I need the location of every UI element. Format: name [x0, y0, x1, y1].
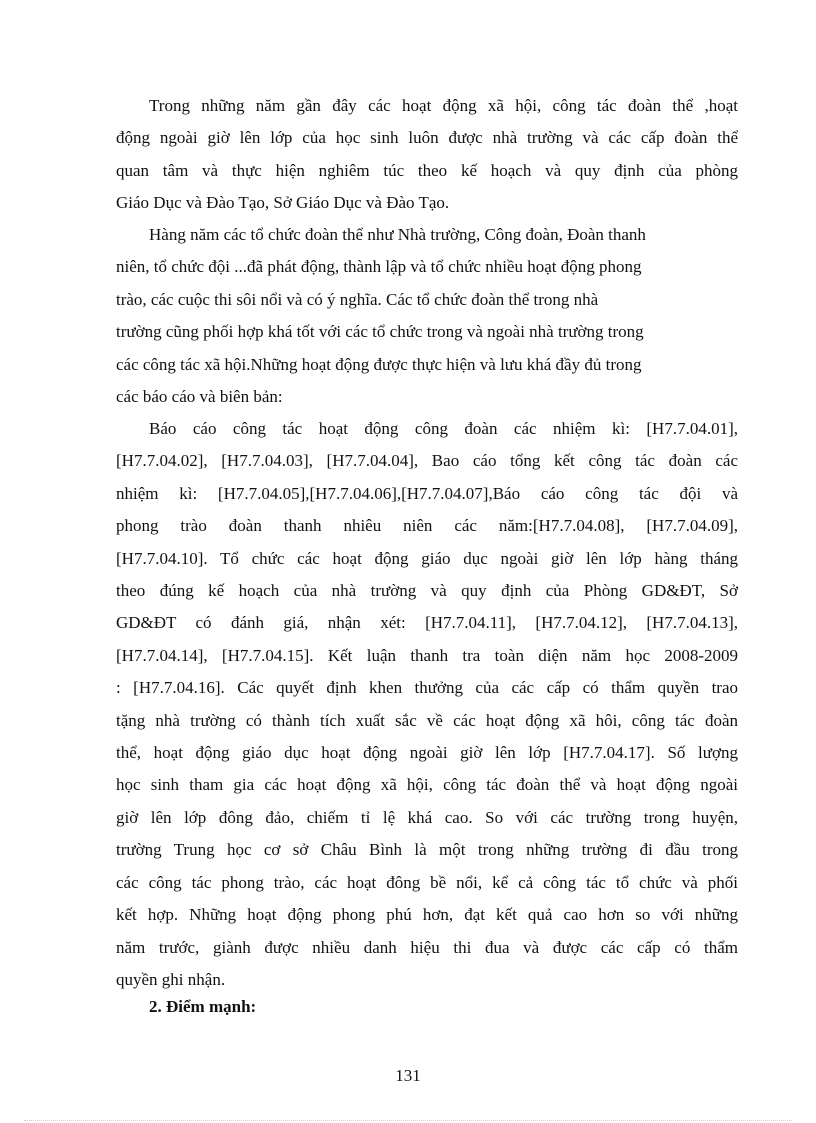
- paragraph-line: [H7.7.04.02], [H7.7.04.03], [H7.7.04.04], Bao cáo tổng kết công tác đoàn các: [116, 451, 738, 471]
- paragraph-line: kết hợp. Những hoạt động phong phú hơn, đạt kết quả cao hơn so với những: [116, 905, 738, 925]
- paragraph-activities-overview: [116, 90, 738, 220]
- paragraph-line: : [H7.7.04.16]. Các quyết định khen thưởng của các cấp có thẩm quyền trao: [116, 678, 738, 698]
- paragraph-line: các công tác xã hội.Những hoạt động được thực hiện và lưu khá đầy đủ trong: [116, 354, 642, 374]
- page-bottom-divider: [24, 1120, 792, 1121]
- paragraph-line: nhiệm kì: [H7.7.04.05],[H7.7.04.06],[H7.7.04.07],Báo cáo công tác đội và: [116, 483, 738, 503]
- paragraph-line: theo đúng kế hoạch của nhà trường và quy định của Phòng GD&ĐT, Sở: [116, 581, 738, 601]
- paragraph-line: các công tác phong trào, các hoạt đông bề nổi, kể cả công tác tổ chức và phối: [116, 872, 738, 892]
- paragraph-line: động ngoài giờ lên lớp của học sinh luôn được nhà trường và các cấp đoàn thể: [116, 128, 738, 148]
- paragraph-line: phong trào đoàn thanh nhiêu niên các năm:[H7.7.04.08], [H7.7.04.09],: [116, 516, 738, 536]
- paragraph-line: trường cũng phối hợp khá tốt với các tổ chức trong và ngoài nhà trường trong: [116, 322, 644, 342]
- paragraph-line: Hàng năm các tổ chức đoàn thể như Nhà trường, Công đoàn, Đoàn thanh: [149, 225, 646, 244]
- paragraph-line: quan tâm và thực hiện nghiêm túc theo kế hoạch và quy định của phòng: [116, 160, 738, 180]
- paragraph-line: giờ lên lớp đông đảo, chiếm tỉ lệ khá cao. So với các trường trong huyện,: [116, 807, 738, 827]
- paragraph-line: Trong những năm gần đây các hoạt động xã hội, công tác đoàn thể ,hoạt: [149, 96, 738, 115]
- paragraph-line: thể, hoạt động giáo dục hoạt động ngoài giờ lên lớp [H7.7.04.17]. Số lượng: [116, 743, 738, 763]
- paragraph-evidence-reports: [116, 413, 738, 996]
- paragraph-line: [H7.7.04.10]. Tổ chức các hoạt động giáo dục ngoài giờ lên lớp hàng tháng: [116, 548, 738, 568]
- paragraph-organizations: [116, 219, 738, 413]
- paragraph-line: quyền ghi nhận.: [116, 969, 226, 989]
- paragraph-line: tặng nhà trường có thành tích xuất sắc về các hoạt động xã hôi, công tác đoàn: [116, 710, 738, 730]
- paragraph-line: Báo cáo công tác hoạt động công đoàn các nhiệm kì: [H7.7.04.01],: [149, 419, 738, 438]
- paragraph-line: Giáo Dục và Đào Tạo, Sở Giáo Dục và Đào Tạo.: [116, 193, 450, 213]
- page-number: 131: [395, 1066, 421, 1085]
- paragraph-line: GD&ĐT có đánh giá, nhận xét: [H7.7.04.11], [H7.7.04.12], [H7.7.04.13],: [116, 613, 738, 633]
- section-heading: 2. Điểm mạnh:: [149, 997, 257, 1016]
- paragraph-line: các báo cáo và biên bản:: [116, 387, 283, 407]
- paragraph-line: trường Trung học cơ sở Châu Bình là một trong những trường đi đầu trong: [116, 840, 738, 860]
- paragraph-line: niên, tổ chức đội ...đã phát động, thành lập và tổ chức nhiều hoạt động phong: [116, 257, 642, 277]
- paragraph-line: năm trước, giành được nhiều danh hiệu thi đua và được các cấp có thẩm: [116, 937, 738, 957]
- paragraph-line: trào, các cuộc thi sôi nổi và có ý nghĩa. Các tổ chức đoàn thể trong nhà: [116, 289, 599, 309]
- paragraph-line: học sinh tham gia các hoạt động xã hội, công tác đoàn thể và hoạt động ngoài: [116, 775, 738, 795]
- paragraph-line: [H7.7.04.14], [H7.7.04.15]. Kết luận thanh tra toàn diện năm học 2008-2009: [116, 645, 738, 665]
